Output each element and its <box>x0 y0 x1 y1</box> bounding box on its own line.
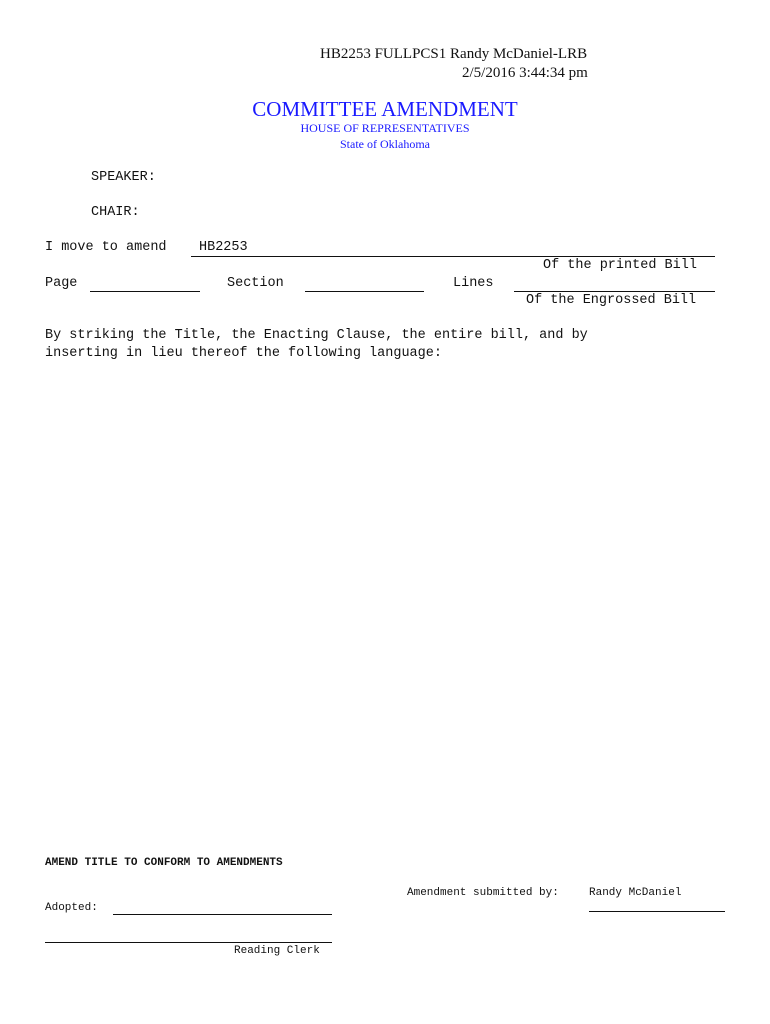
amendment-text-line-2: inserting in lieu thereof the following language: <box>45 346 442 361</box>
adopted-signature-line <box>113 914 332 915</box>
reading-clerk-signature-line <box>45 942 332 943</box>
move-to-amend-label: I move to amend <box>45 240 167 255</box>
lines-label: Lines <box>453 276 494 291</box>
page-title: COMMITTEE AMENDMENT <box>252 97 518 121</box>
document-timestamp: 2/5/2016 3:44:34 pm <box>462 65 588 81</box>
adopted-label: Adopted: <box>45 902 98 914</box>
bill-number-field: HB2253 <box>199 240 248 255</box>
section-field-underline <box>305 291 424 292</box>
bill-number-underline <box>191 256 715 257</box>
page-label: Page <box>45 276 78 291</box>
chair-label: CHAIR: <box>91 205 140 220</box>
chamber-name: HOUSE OF REPRESENTATIVES <box>300 121 470 135</box>
page-field-underline <box>90 291 200 292</box>
amendment-text-line-1: By striking the Title, the Enacting Clause, the entire bill, and by <box>45 328 588 343</box>
section-label: Section <box>227 276 284 291</box>
amend-title-note: AMEND TITLE TO CONFORM TO AMENDMENTS <box>45 857 283 869</box>
state-name: State of Oklahoma <box>340 137 430 151</box>
submitted-by-underline <box>589 911 725 912</box>
document-id: HB2253 FULLPCS1 Randy McDaniel-LRB <box>320 46 588 62</box>
submitted-by-name: Randy McDaniel <box>589 887 682 899</box>
speaker-label: SPEAKER: <box>91 170 156 185</box>
reading-clerk-label: Reading Clerk <box>234 945 320 957</box>
printed-bill-label: Of the printed Bill <box>543 258 697 273</box>
submitted-by-label: Amendment submitted by: <box>407 887 559 899</box>
engrossed-bill-label: Of the Engrossed Bill <box>526 293 697 308</box>
lines-field-underline <box>514 291 715 292</box>
